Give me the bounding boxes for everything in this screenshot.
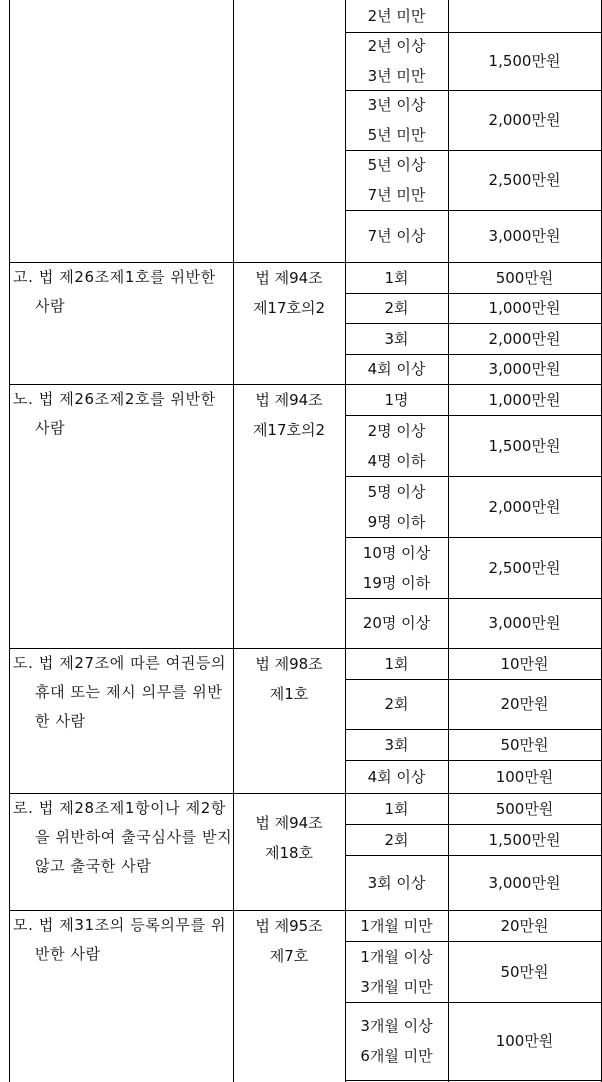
amount-cell: 2,000만원 xyxy=(488,111,561,129)
amount-cell: 100만원 xyxy=(495,1032,554,1050)
amount-cell: 50만원 xyxy=(500,962,549,981)
violation-description: 노. 법 제26조제2호를 위반한 사람 xyxy=(13,390,216,437)
amount-cell: 50만원 xyxy=(500,735,549,754)
period-cell: 2년 이상 xyxy=(367,37,426,55)
law-article-cell: 법 제98조 xyxy=(255,655,323,673)
count-cell: 9명 이하 xyxy=(367,512,426,531)
amount-cell: 1,000만원 xyxy=(488,299,561,317)
amount-cell: 3,000만원 xyxy=(488,873,561,892)
amount-cell: 3,000만원 xyxy=(488,360,561,378)
amount-cell: 20만원 xyxy=(500,695,549,713)
count-cell: 4회 이상 xyxy=(367,360,426,378)
count-cell: 5명 이상 xyxy=(367,482,426,501)
count-cell: 1개월 이상 xyxy=(360,947,433,966)
amount-cell: 1,000만원 xyxy=(488,390,561,409)
count-cell: 1회 xyxy=(384,654,409,673)
law-article-cell: 법 제95조 xyxy=(255,917,323,935)
count-cell: 4회 이상 xyxy=(367,767,426,786)
violation-description: 고. 법 제26조제1호를 위반한 사람 xyxy=(13,268,216,315)
period-cell: 2년 미만 xyxy=(367,7,426,25)
period-cell: 5년 이상 xyxy=(367,156,426,174)
amount-cell: 3,000만원 xyxy=(488,227,561,245)
amount-cell: 2,000만원 xyxy=(488,497,561,516)
count-cell: 10명 이상 xyxy=(362,543,431,562)
count-cell: 4명 이하 xyxy=(367,451,426,470)
law-article-cell: 제1호 xyxy=(269,685,309,703)
amount-cell: 1,500만원 xyxy=(488,436,561,455)
violation-description: 도. 법 제27조에 따른 여권등의 휴대 또는 제시 의무를 위반한 사람 xyxy=(13,654,227,730)
count-cell: 1회 xyxy=(384,268,409,287)
period-cell: 3년 미만 xyxy=(367,67,426,85)
law-article-cell: 법 제94조 xyxy=(255,269,323,287)
law-article-cell: 법 제94조 xyxy=(255,391,323,409)
row-divider xyxy=(345,679,602,680)
amount-cell: 2,500만원 xyxy=(488,558,561,577)
count-cell: 3개월 미만 xyxy=(360,977,433,996)
count-cell: 2회 xyxy=(384,830,409,849)
count-cell: 2회 xyxy=(384,695,409,713)
count-cell: 2명 이상 xyxy=(367,421,426,440)
count-cell: 3회 이상 xyxy=(367,873,426,892)
amount-cell: 20만원 xyxy=(500,916,549,935)
amount-cell: 2,000만원 xyxy=(488,329,561,348)
law-article-cell: 제17호의2 xyxy=(252,299,326,317)
period-cell: 5년 미만 xyxy=(367,126,426,144)
period-cell: 7년 이상 xyxy=(367,227,426,245)
amount-cell: 500만원 xyxy=(495,799,554,818)
period-cell: 3년 이상 xyxy=(367,96,426,114)
count-cell: 1개월 미만 xyxy=(360,916,433,935)
row-divider xyxy=(345,1080,602,1081)
amount-cell: 1,500만원 xyxy=(488,830,561,849)
amount-cell: 3,000만원 xyxy=(488,614,561,632)
count-cell: 3회 xyxy=(384,735,409,754)
amount-cell: 500만원 xyxy=(495,268,554,287)
count-cell: 20명 이상 xyxy=(362,614,431,632)
violation-description: 모. 법 제31조의 등록의무를 위반한 사람 xyxy=(13,916,227,963)
law-article-cell: 제7호 xyxy=(269,947,309,965)
row-divider xyxy=(345,1002,602,1003)
amount-cell: 10만원 xyxy=(500,654,549,673)
count-cell: 1명 xyxy=(384,390,409,409)
count-cell: 6개월 미만 xyxy=(360,1047,433,1065)
table-left-border xyxy=(9,0,10,1082)
count-cell: 3회 xyxy=(384,329,409,348)
law-article-cell: 제17호의2 xyxy=(252,421,326,439)
violation-description: 로. 법 제28조제1항이나 제2항을 위반하여 출국심사를 받지 않고 출국한 사람 xyxy=(13,799,233,875)
period-cell: 7년 미만 xyxy=(367,186,426,204)
law-article-cell: 법 제94조 xyxy=(255,814,323,832)
row-divider xyxy=(345,598,602,599)
count-cell: 2회 xyxy=(384,299,409,317)
row-divider xyxy=(345,210,602,211)
count-cell: 3개월 이상 xyxy=(360,1017,433,1035)
amount-cell: 2,500만원 xyxy=(488,171,561,189)
row-divider xyxy=(345,855,602,856)
law-article-cell: 제18호 xyxy=(264,844,314,862)
count-cell: 1회 xyxy=(384,799,409,818)
count-cell: 19명 이하 xyxy=(362,573,431,592)
amount-cell: 1,500만원 xyxy=(488,52,561,70)
amount-cell: 100만원 xyxy=(495,767,554,786)
